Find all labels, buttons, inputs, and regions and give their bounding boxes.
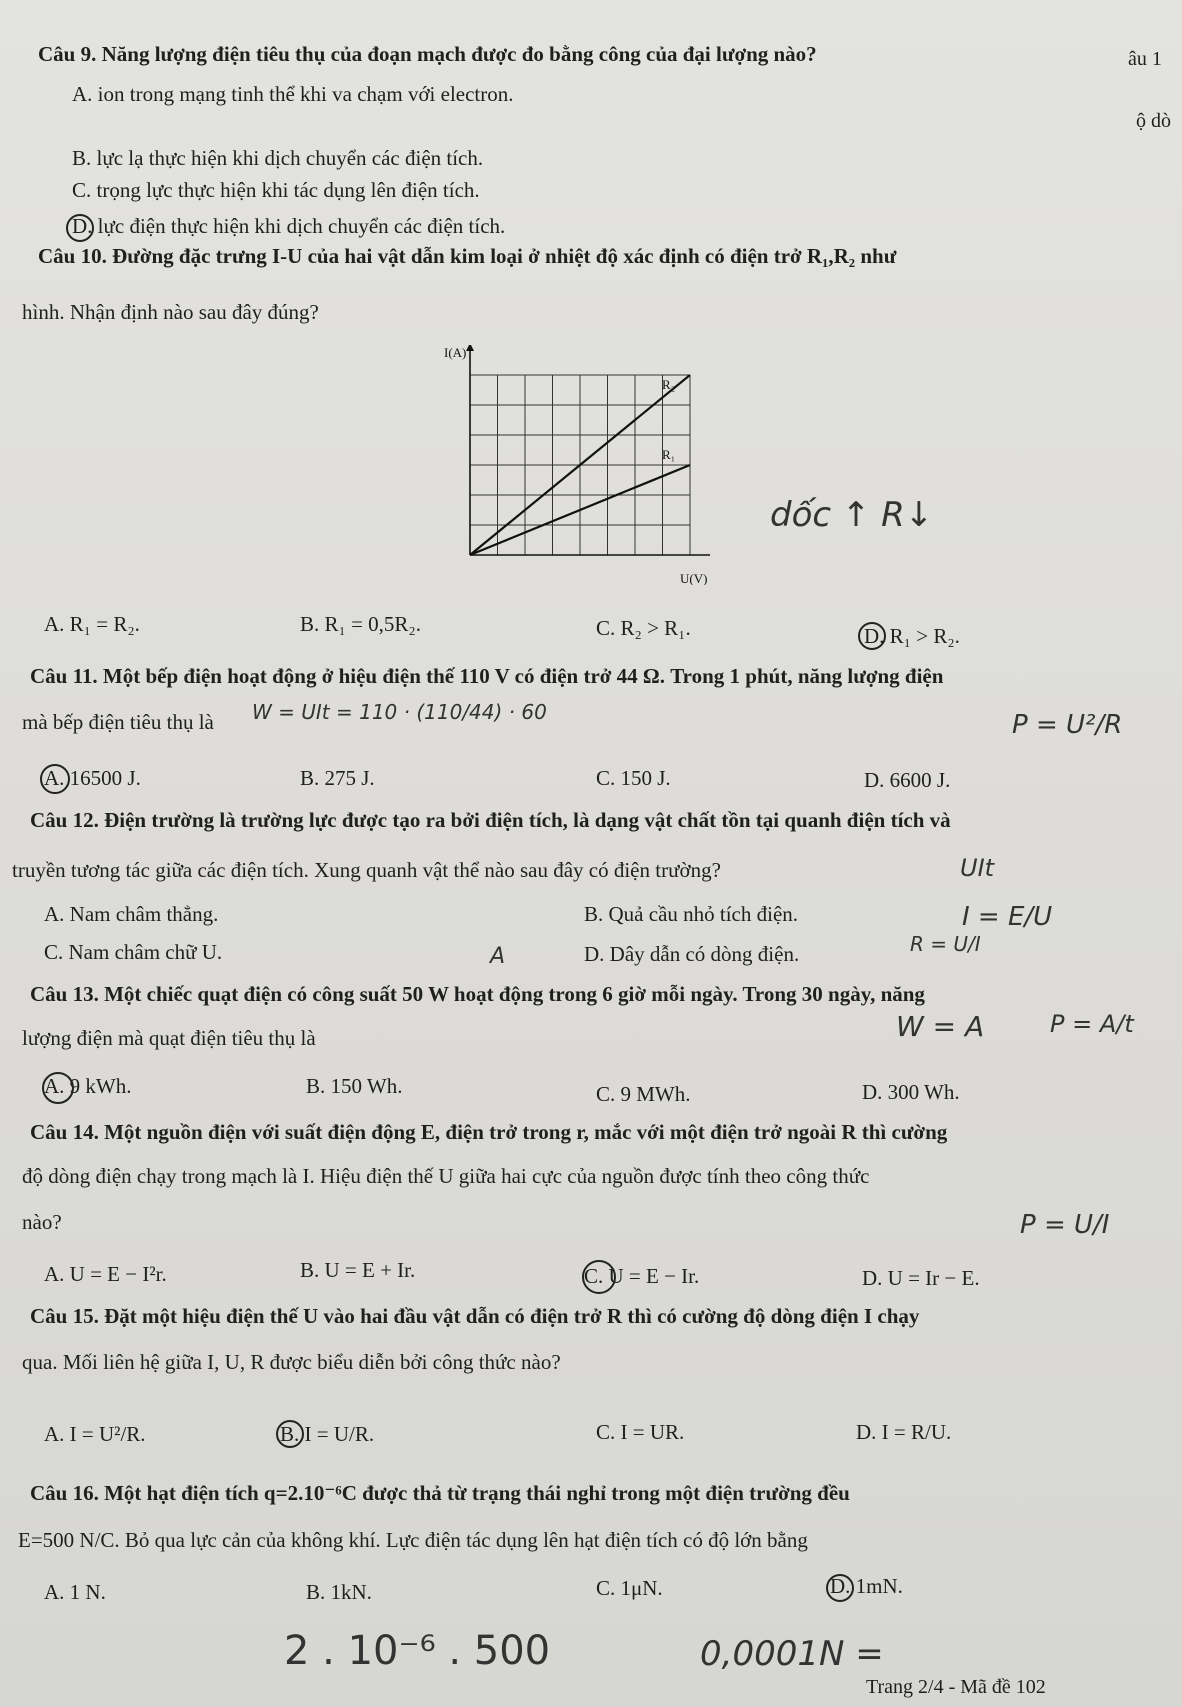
y-axis-arrow bbox=[466, 345, 474, 351]
q9-option-c: C. trọng lực thực hiện khi tác dụng lên điện tích. bbox=[72, 178, 480, 202]
question-10-stem-2: hình. Nhận định nào sau đây đúng? bbox=[22, 300, 319, 324]
question-13-stem-1: Câu 13. Một chiếc quạt điện có công suất 50 W hoạt động trong 6 giờ mỗi ngày. Trong 30 ngày, năng bbox=[30, 982, 925, 1006]
q11-option-c: C. 150 J. bbox=[596, 766, 671, 790]
question-12-stem-1: Câu 12. Điện trường là trường lực được tạo ra bởi điện tích, là dạng vật chất tồn tại quanh điện tích và bbox=[30, 808, 951, 832]
q16-option-b: B. 1kN. bbox=[306, 1580, 372, 1604]
q9-option-b: B. lực lạ thực hiện khi dịch chuyển các điện tích. bbox=[72, 146, 484, 170]
question-12-stem-2: truyền tương tác giữa các điện tích. Xung quanh vật thể nào sau đây có điện trường? bbox=[12, 858, 721, 882]
q14-option-d: D. U = Ir − E. bbox=[862, 1266, 980, 1290]
q13-option-c: C. 9 MWh. bbox=[596, 1082, 691, 1106]
series-label-1: R₂ bbox=[662, 377, 676, 392]
q13-option-d: D. 300 Wh. bbox=[862, 1080, 960, 1104]
answer-circle-q10 bbox=[858, 622, 886, 650]
q15-option-d: D. I = R/U. bbox=[856, 1420, 952, 1444]
question-11-stem-2: mà bếp điện tiêu thụ là bbox=[22, 710, 214, 734]
question-15-stem-2: qua. Mối liên hệ giữa I, U, R được biểu diễn bởi công thức nào? bbox=[22, 1350, 561, 1374]
q10-option-a: A. R₁ = R₂. bbox=[44, 612, 140, 636]
handwritten-note-11: 0,0001N = bbox=[700, 1634, 884, 1674]
answer-circle-q14 bbox=[582, 1260, 616, 1294]
question-16-stem-2: E=500 N/C. Bỏ qua lực cản của không khí. Lực điện tác dụng lên hạt điện tích có độ lớn bằng bbox=[18, 1528, 808, 1552]
q16-option-c: C. 1μN. bbox=[596, 1576, 663, 1600]
answer-circle-q11 bbox=[40, 764, 70, 794]
question-13-stem-2: lượng điện mà quạt điện tiêu thụ là bbox=[22, 1026, 316, 1050]
question-11-stem-1: Câu 11. Một bếp điện hoạt động ở hiệu điện thế 110 V có điện trở 44 Ω. Trong 1 phút, năng lượng điện bbox=[30, 664, 944, 688]
q12-option-d: D. Dây dẫn có dòng điện. bbox=[584, 942, 800, 966]
handwritten-note-12: A bbox=[490, 944, 506, 969]
question-15-stem-1: Câu 15. Đặt một hiệu điện thế U vào hai đầu vật dẫn có điện trở R thì có cường độ dòng điện I chạy bbox=[30, 1304, 920, 1328]
handwritten-note-6: R = U/I bbox=[910, 932, 981, 956]
q14-option-c: C. U = E − Ir. bbox=[584, 1264, 700, 1288]
question-14-stem-1: Câu 14. Một nguồn điện với suất điện động E, điện trở trong r, mắc với một điện trở ngoài R thì cường bbox=[30, 1120, 948, 1144]
handwritten-note-1: dốc ↑ R↓ bbox=[770, 495, 934, 535]
series-label-2: R₁ bbox=[662, 447, 676, 462]
y-axis-label: I(A) bbox=[444, 345, 467, 360]
q15-option-c: C. I = UR. bbox=[596, 1420, 685, 1444]
q14-option-a: A. U = E − I²r. bbox=[44, 1262, 167, 1286]
handwritten-note-10: 2 . 10⁻⁶ . 500 bbox=[284, 1628, 551, 1674]
answer-circle-q15 bbox=[276, 1420, 304, 1448]
handwritten-note-7: W = A bbox=[896, 1010, 985, 1043]
side-text-2: ộ dò bbox=[1136, 110, 1171, 132]
q12-option-c: C. Nam châm chữ U. bbox=[44, 940, 223, 964]
question-9-stem: Câu 9. Năng lượng điện tiêu thụ của đoạn mạch được đo bằng công của đại lượng nào? bbox=[38, 42, 817, 66]
q10-option-d: D. R₁ > R₂. bbox=[864, 624, 960, 648]
q12-option-b: B. Quả cầu nhỏ tích điện. bbox=[584, 902, 799, 926]
q11-option-a: A. 16500 J. bbox=[44, 766, 141, 790]
q16-option-d: D. 1mN. bbox=[830, 1574, 903, 1598]
q15-option-a: A. I = U²/R. bbox=[44, 1422, 146, 1446]
handwritten-note-9: P = U/I bbox=[1020, 1210, 1110, 1240]
q13-option-b: B. 150 Wh. bbox=[306, 1074, 403, 1098]
side-text-1: âu 1 bbox=[1128, 48, 1162, 70]
q13-option-a: A. 9 kWh. bbox=[44, 1074, 132, 1098]
page-footer: Trang 2/4 - Mã đề 102 bbox=[866, 1676, 1046, 1698]
answer-circle-q9 bbox=[66, 214, 94, 242]
handwritten-note-2: W = UIt = 110 · (110/44) · 60 bbox=[252, 700, 547, 724]
q10-option-b: B. R₁ = 0,5R₂. bbox=[300, 612, 422, 636]
q11-option-d: D. 6600 J. bbox=[864, 768, 951, 792]
iu-chart bbox=[430, 345, 730, 585]
answer-circle-q16 bbox=[826, 1574, 854, 1602]
question-10-stem-1: Câu 10. Đường đặc trưng I-U của hai vật dẫn kim loại ở nhiệt độ xác định có điện trở R₁,R₂ như bbox=[38, 244, 897, 268]
q16-option-a: A. 1 N. bbox=[44, 1580, 106, 1604]
handwritten-note-4: UIt bbox=[960, 854, 995, 882]
q11-option-b: B. 275 J. bbox=[300, 766, 375, 790]
question-16-stem-1: Câu 16. Một hạt điện tích q=2.10⁻⁶C được thả từ trạng thái nghỉ trong một điện trường đều bbox=[30, 1481, 850, 1505]
q9-option-a: A. ion trong mạng tinh thể khi va chạm với electron. bbox=[72, 82, 514, 106]
question-14-stem-2: độ dòng điện chạy trong mạch là I. Hiệu điện thế U giữa hai cực của nguồn được tính theo công thức bbox=[22, 1164, 870, 1188]
answer-circle-q13 bbox=[42, 1072, 74, 1104]
q12-option-a: A. Nam châm thẳng. bbox=[44, 902, 219, 926]
q15-option-b: B. I = U/R. bbox=[280, 1422, 375, 1446]
x-axis-label: U(V) bbox=[680, 571, 708, 585]
question-14-stem-3: nào? bbox=[22, 1210, 62, 1234]
q9-option-d: D. lực điện thực hiện khi dịch chuyển các điện tích. bbox=[72, 214, 506, 238]
handwritten-note-5: I = E/U bbox=[962, 902, 1053, 932]
q14-option-b: B. U = E + Ir. bbox=[300, 1258, 416, 1282]
handwritten-note-3: P = U²/R bbox=[1012, 710, 1123, 740]
q10-option-c: C. R₂ > R₁. bbox=[596, 616, 691, 640]
handwritten-note-8: P = A/t bbox=[1050, 1010, 1134, 1038]
